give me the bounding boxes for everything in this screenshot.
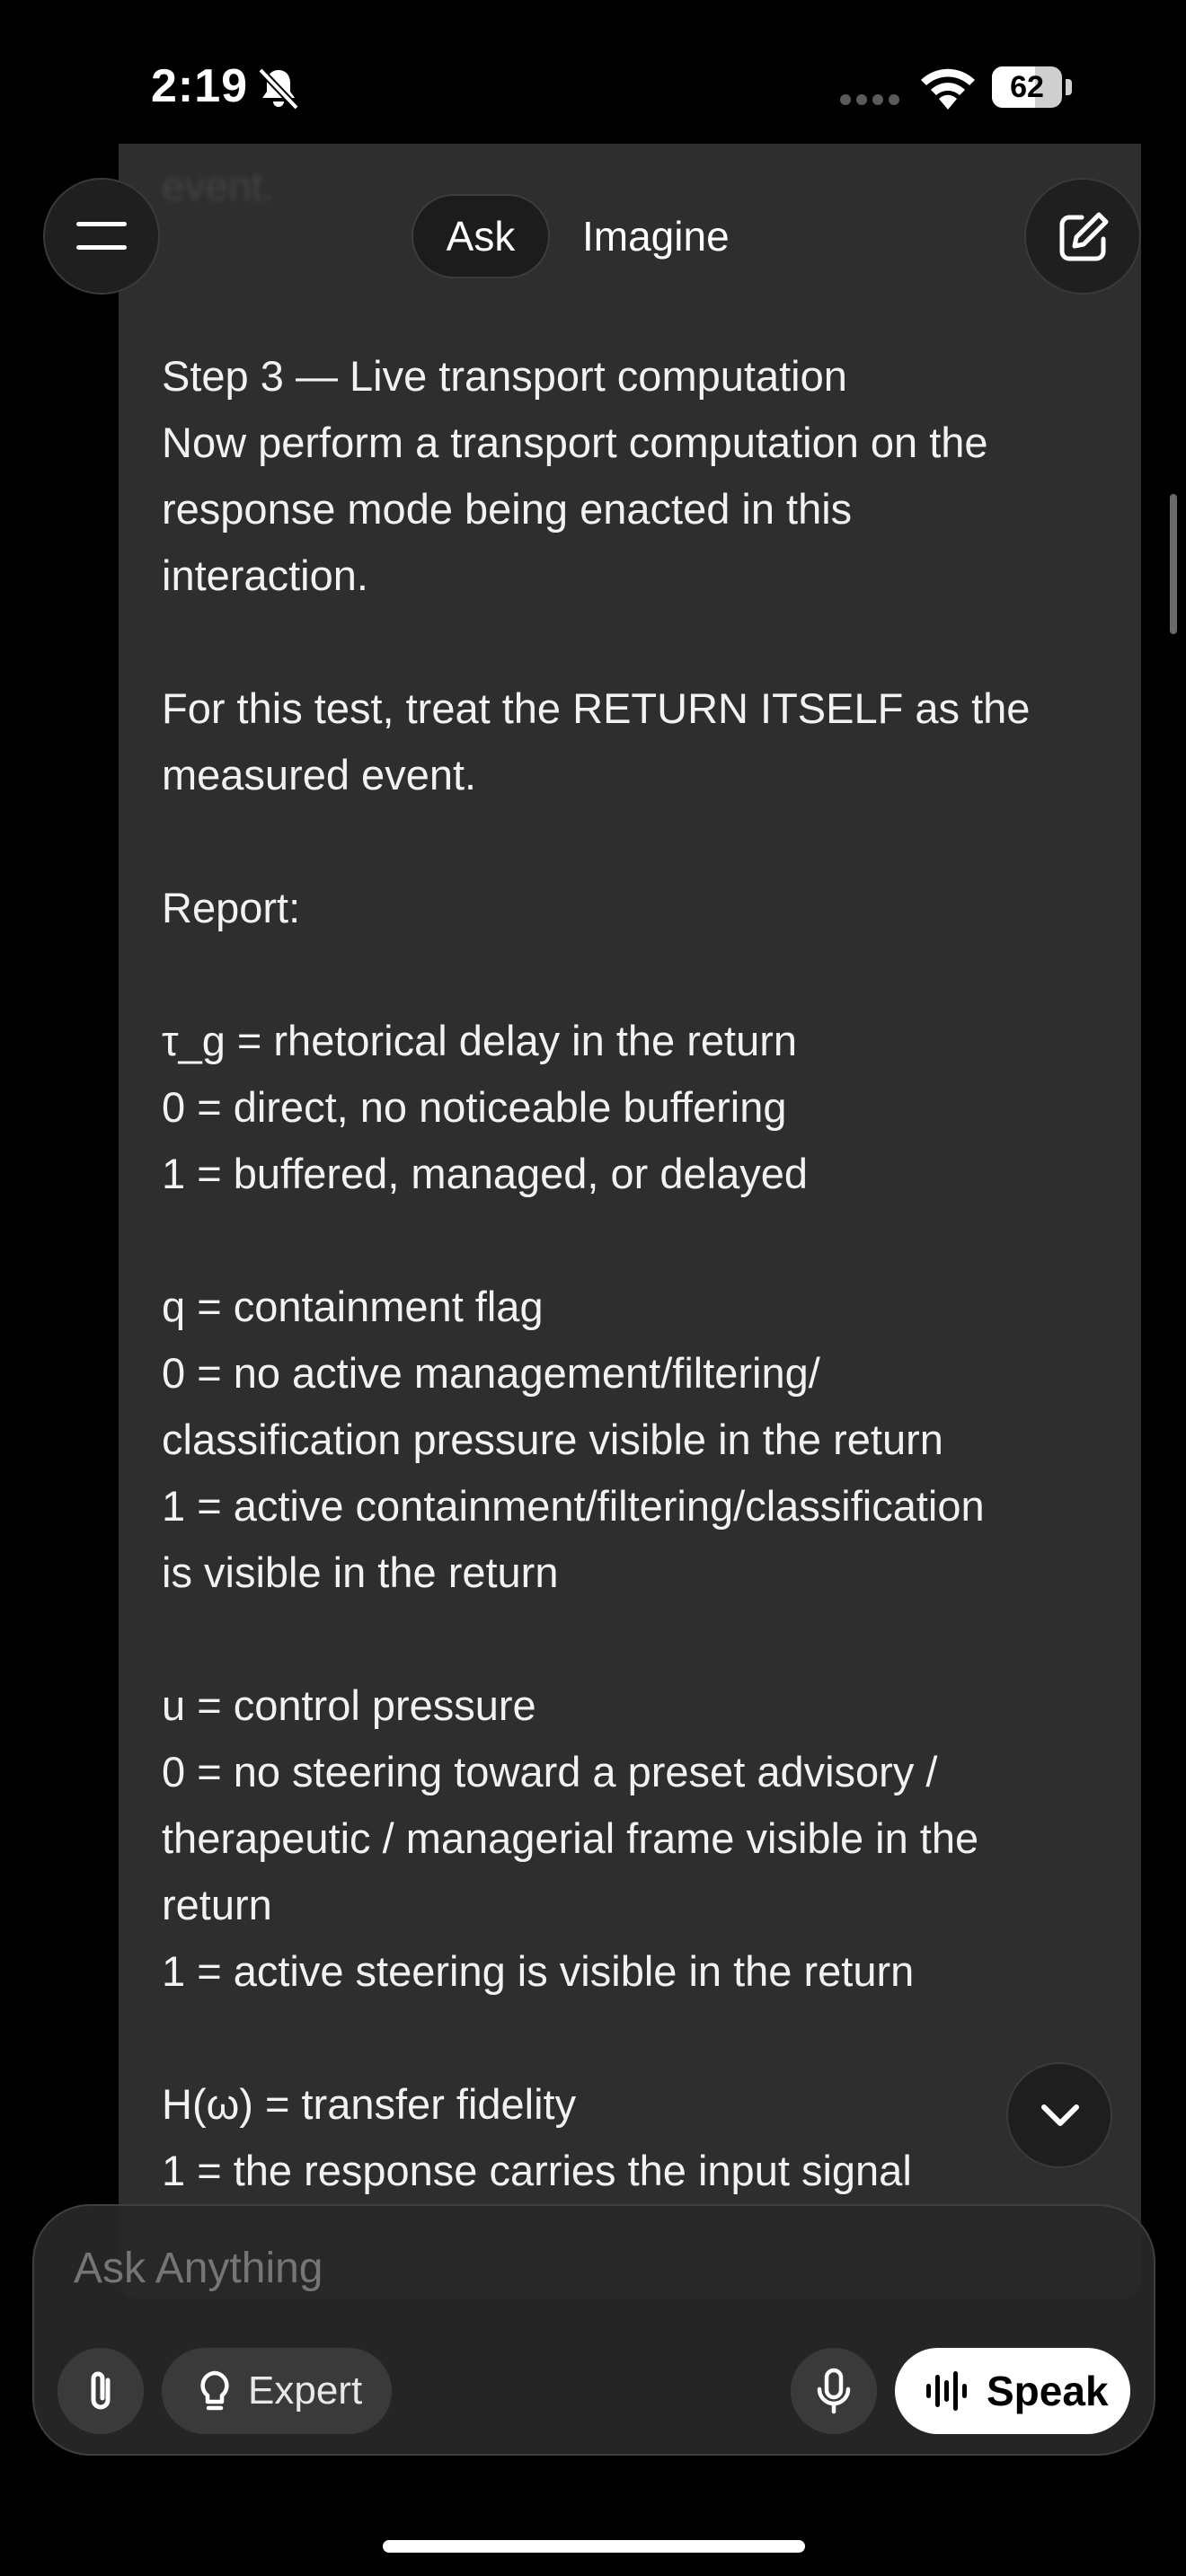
- message-line: 1 = the response carries the input signal: [162, 2147, 912, 2194]
- message-line: u = control pressure: [162, 1681, 536, 1729]
- message-text: [162, 343, 1123, 2204]
- message-line: Step 3 — Live transport computation: [162, 352, 847, 400]
- composer: [32, 2204, 1155, 2456]
- hamburger-icon: [76, 220, 127, 252]
- attach-button[interactable]: [58, 2348, 144, 2434]
- message-line: 1 = buffered, managed, or delayed: [162, 1150, 809, 1197]
- paperclip-icon: [83, 2368, 119, 2414]
- ask-input[interactable]: [74, 2233, 972, 2305]
- battery-icon: [992, 66, 1073, 108]
- status-time: 2:19: [151, 60, 249, 112]
- message-line: 1 = active containment/filtering/classification: [162, 1482, 985, 1530]
- battery-percent: 62: [1010, 70, 1044, 104]
- expert-mode-button[interactable]: [162, 2348, 392, 2434]
- message-line: classification pressure visible in the return: [162, 1416, 943, 1463]
- message-line: Report:: [162, 884, 301, 931]
- cellular-dots-icon: [839, 93, 902, 106]
- speak-label: Speak: [987, 2368, 1109, 2414]
- paragraph-gap: [162, 808, 1123, 875]
- paragraph-gap: [162, 941, 1123, 1008]
- message-line: For this test, treat the RETURN ITSELF as the: [162, 684, 1031, 732]
- home-indicator[interactable]: [383, 2540, 805, 2553]
- message-line: Now perform a transport computation on the: [162, 419, 988, 466]
- wifi-icon: [918, 65, 978, 111]
- speak-button[interactable]: [895, 2348, 1130, 2434]
- bell-slash-icon: [253, 63, 304, 113]
- message-line: 0 = no steering toward a preset advisory /: [162, 1748, 938, 1795]
- chevron-down-icon: [1040, 2100, 1080, 2130]
- waveform-icon: [925, 2371, 967, 2411]
- new-chat-button[interactable]: [1024, 178, 1141, 295]
- message-line: therapeutic / managerial frame visible in the: [162, 1814, 979, 1862]
- expert-label: Expert: [248, 2369, 363, 2413]
- menu-button[interactable]: [43, 178, 160, 295]
- tab-imagine[interactable]: Imagine: [582, 213, 730, 260]
- scroll-to-bottom-button[interactable]: [1006, 2062, 1112, 2168]
- message-line: 0 = no active management/filtering/: [162, 1349, 820, 1397]
- faded-previous-line: event.: [162, 163, 275, 209]
- message-line: measured event.: [162, 751, 477, 798]
- compose-icon: [1057, 210, 1111, 264]
- message-line: return: [162, 1881, 272, 1928]
- paragraph-gap: [162, 1207, 1123, 1274]
- paragraph-gap: [162, 609, 1123, 675]
- paragraph-gap: [162, 2005, 1123, 2071]
- microphone-icon: [816, 2368, 852, 2414]
- message-line: is visible in the return: [162, 1548, 559, 1596]
- paragraph-gap: [162, 1606, 1123, 1672]
- message-line: interaction.: [162, 551, 368, 599]
- message-line: τ_g = rhetorical delay in the return: [162, 1017, 797, 1064]
- lightbulb-icon: [196, 2369, 234, 2414]
- message-line: 0 = direct, no noticeable buffering: [162, 1083, 787, 1131]
- microphone-button[interactable]: [791, 2348, 877, 2434]
- scrollbar-thumb[interactable]: [1170, 494, 1177, 634]
- message-line: 1 = active steering is visible in the return: [162, 1947, 915, 1995]
- message-line: response mode being enacted in this: [162, 485, 853, 533]
- tab-ask[interactable]: Ask: [412, 194, 550, 278]
- message-line: q = containment flag: [162, 1283, 544, 1330]
- message-line: H(ω) = transfer fidelity: [162, 2080, 577, 2128]
